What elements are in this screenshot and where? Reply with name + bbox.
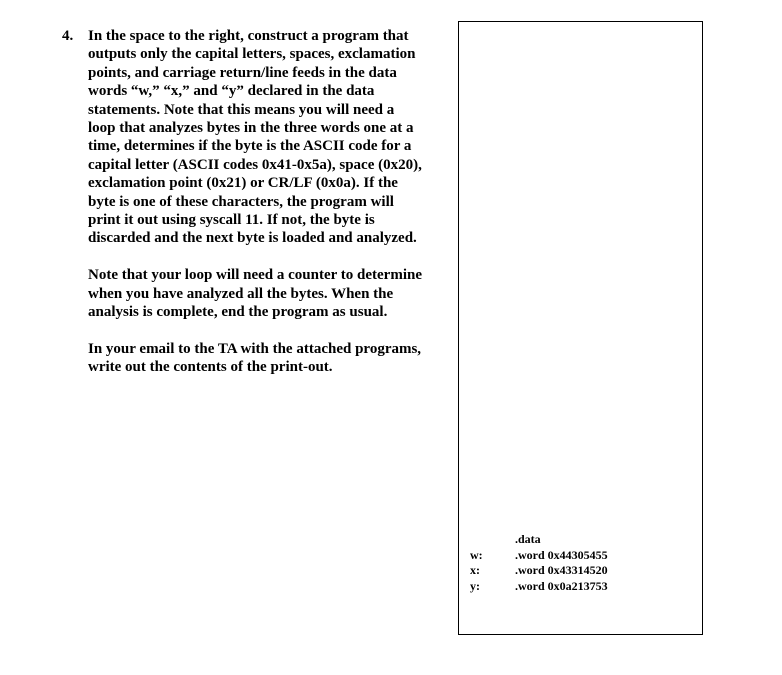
text-line: capital letter (ASCII codes 0x41-0x5a), space (0x20), xyxy=(88,156,422,173)
data-declarations xyxy=(459,532,702,594)
counter-note-paragraph xyxy=(88,266,458,321)
text-line: Note that your loop will need a counter to determine xyxy=(88,267,422,284)
answer-box xyxy=(458,21,703,635)
code-row xyxy=(459,563,702,579)
code-directive: .word 0x0a213753 xyxy=(515,578,608,593)
text-line: byte is one of these characters, the program will xyxy=(88,193,394,210)
text-line: analysis is complete, end the program as usual. xyxy=(88,304,388,321)
text-line: In the space to the right, construct a program that xyxy=(88,28,409,44)
code-label: y: xyxy=(470,578,480,593)
question-body xyxy=(88,27,458,377)
text-line: exclamation point (0x21) or CR/LF (0x0a). If the xyxy=(88,175,398,192)
question-number: 4. xyxy=(62,28,74,44)
code-row xyxy=(459,579,702,595)
instruction-paragraph xyxy=(88,27,458,248)
code-directive: .word 0x44305455 xyxy=(515,547,608,562)
text-line: print it out using syscall 11. If not, the byte is xyxy=(88,212,375,229)
code-directive: .data xyxy=(515,532,541,546)
code-row xyxy=(459,532,702,548)
text-line: when you have analyzed all the bytes. When the xyxy=(88,285,394,302)
text-line: statements. Note that this means you will need a xyxy=(88,101,395,118)
text-line: time, determines if the byte is the ASCII code for a xyxy=(88,138,412,155)
code-row xyxy=(459,548,702,564)
code-label: x: xyxy=(470,563,480,577)
text-line: words “w,” “x,” and “y” declared in the data xyxy=(88,83,375,100)
text-line: In your email to the TA with the attached programs, xyxy=(88,340,422,357)
text-line: points, and carriage return/line feeds in the data xyxy=(88,64,397,81)
text-line: discarded and the next byte is loaded and analyzed. xyxy=(88,230,417,247)
text-line: write out the contents of the print-out. xyxy=(88,359,333,376)
code-label: w: xyxy=(470,547,483,562)
code-directive: .word 0x43314520 xyxy=(515,563,608,577)
text-line: outputs only the capital letters, spaces, exclamation xyxy=(88,46,416,63)
text-line: loop that analyzes bytes in the three words one at a xyxy=(88,120,414,137)
email-note-paragraph xyxy=(88,340,458,377)
